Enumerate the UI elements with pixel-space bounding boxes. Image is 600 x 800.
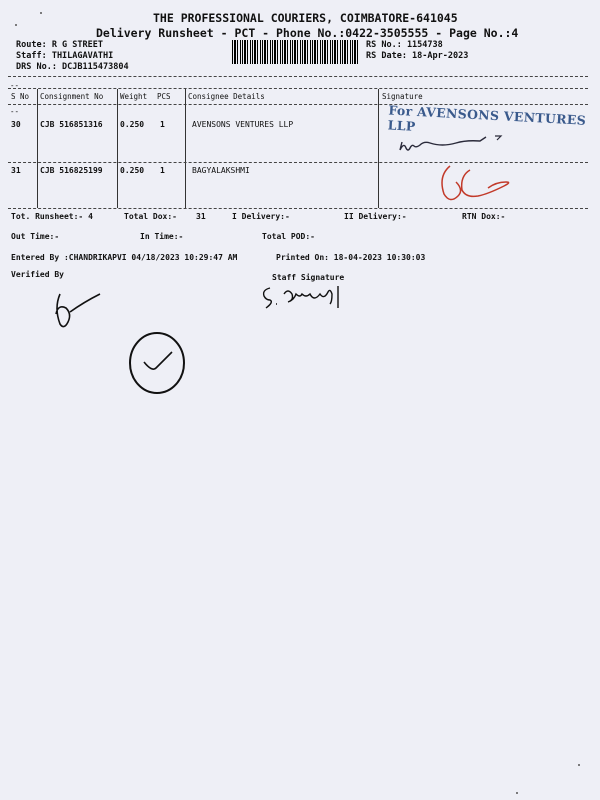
col-divider xyxy=(378,89,379,208)
rs-number: RS No.: 1154738 xyxy=(366,40,443,50)
row-2-sno: 31 xyxy=(11,166,21,175)
dash-marker: -- xyxy=(10,81,20,90)
drs-number: DRS No.: DCJB115473804 xyxy=(16,62,129,72)
row-2-consignee: BAGYALAKSHMI xyxy=(192,166,250,175)
col-consignment: Consignment No xyxy=(40,92,104,101)
runsheet-title: Delivery Runsheet - PCT - Phone No.:0422-3505555 - Page No.:4 xyxy=(96,26,519,40)
row-1-weight: 0.250 xyxy=(120,120,145,129)
entered-by: Entered By :CHANDRIKAPVI 04/18/2023 10:29:47 AM xyxy=(11,253,238,262)
total-pod: Total POD:- xyxy=(262,232,315,241)
i-delivery: I Delivery:- xyxy=(232,212,290,221)
col-divider xyxy=(185,89,186,208)
row-1-consignee: AVENSONS VENTURES LLP xyxy=(192,120,294,129)
col-pcs: PCS xyxy=(157,92,171,101)
ii-delivery: II Delivery:- xyxy=(344,212,407,221)
row-1-pcs: 1 xyxy=(160,120,165,129)
staff-signature-label: Staff Signature xyxy=(272,273,345,282)
col-signature: Signature xyxy=(382,92,423,101)
rs-date: RS Date: 18-Apr-2023 xyxy=(366,51,469,61)
circle-mark xyxy=(126,326,190,396)
col-divider xyxy=(117,89,118,208)
verifier-signature xyxy=(48,290,108,332)
printed-on: Printed On: 18-04-2023 10:30:03 xyxy=(276,253,426,262)
company-stamp: For AVENSONS VENTURES LLP xyxy=(387,102,587,134)
route-label: Route: R G STREET xyxy=(16,40,103,50)
staff-signature xyxy=(258,284,358,310)
in-time: In Time:- xyxy=(140,232,184,241)
row-2-consignment: CJB 516825199 xyxy=(40,166,103,175)
col-consignee: Consignee Details xyxy=(188,92,265,101)
barcode xyxy=(232,40,360,64)
row-1-sno: 30 xyxy=(11,120,21,129)
row-2-weight: 0.250 xyxy=(120,166,145,175)
col-sno: S No xyxy=(11,92,30,101)
total-dox-label: Total Dox:- xyxy=(124,212,177,221)
col-weight: Weight xyxy=(120,92,148,101)
out-time: Out Time:- xyxy=(11,232,60,241)
signature-row-2 xyxy=(430,158,540,208)
company-heading: THE PROFESSIONAL COURIERS, COIMBATORE-641045 xyxy=(153,11,458,25)
total-dox-value: 31 xyxy=(196,212,206,221)
rtn-dox: RTN Dox:- xyxy=(462,212,506,221)
row-1-consignment: CJB 516851316 xyxy=(40,120,103,129)
staff-label: Staff: THILAGAVATHI xyxy=(16,51,114,61)
col-divider xyxy=(37,89,38,208)
dash-marker-2: -- xyxy=(10,107,20,116)
tot-runsheet: Tot. Runsheet:- 4 xyxy=(11,212,93,221)
row-2-pcs: 1 xyxy=(160,166,165,175)
verified-by: Verified By xyxy=(11,270,64,279)
